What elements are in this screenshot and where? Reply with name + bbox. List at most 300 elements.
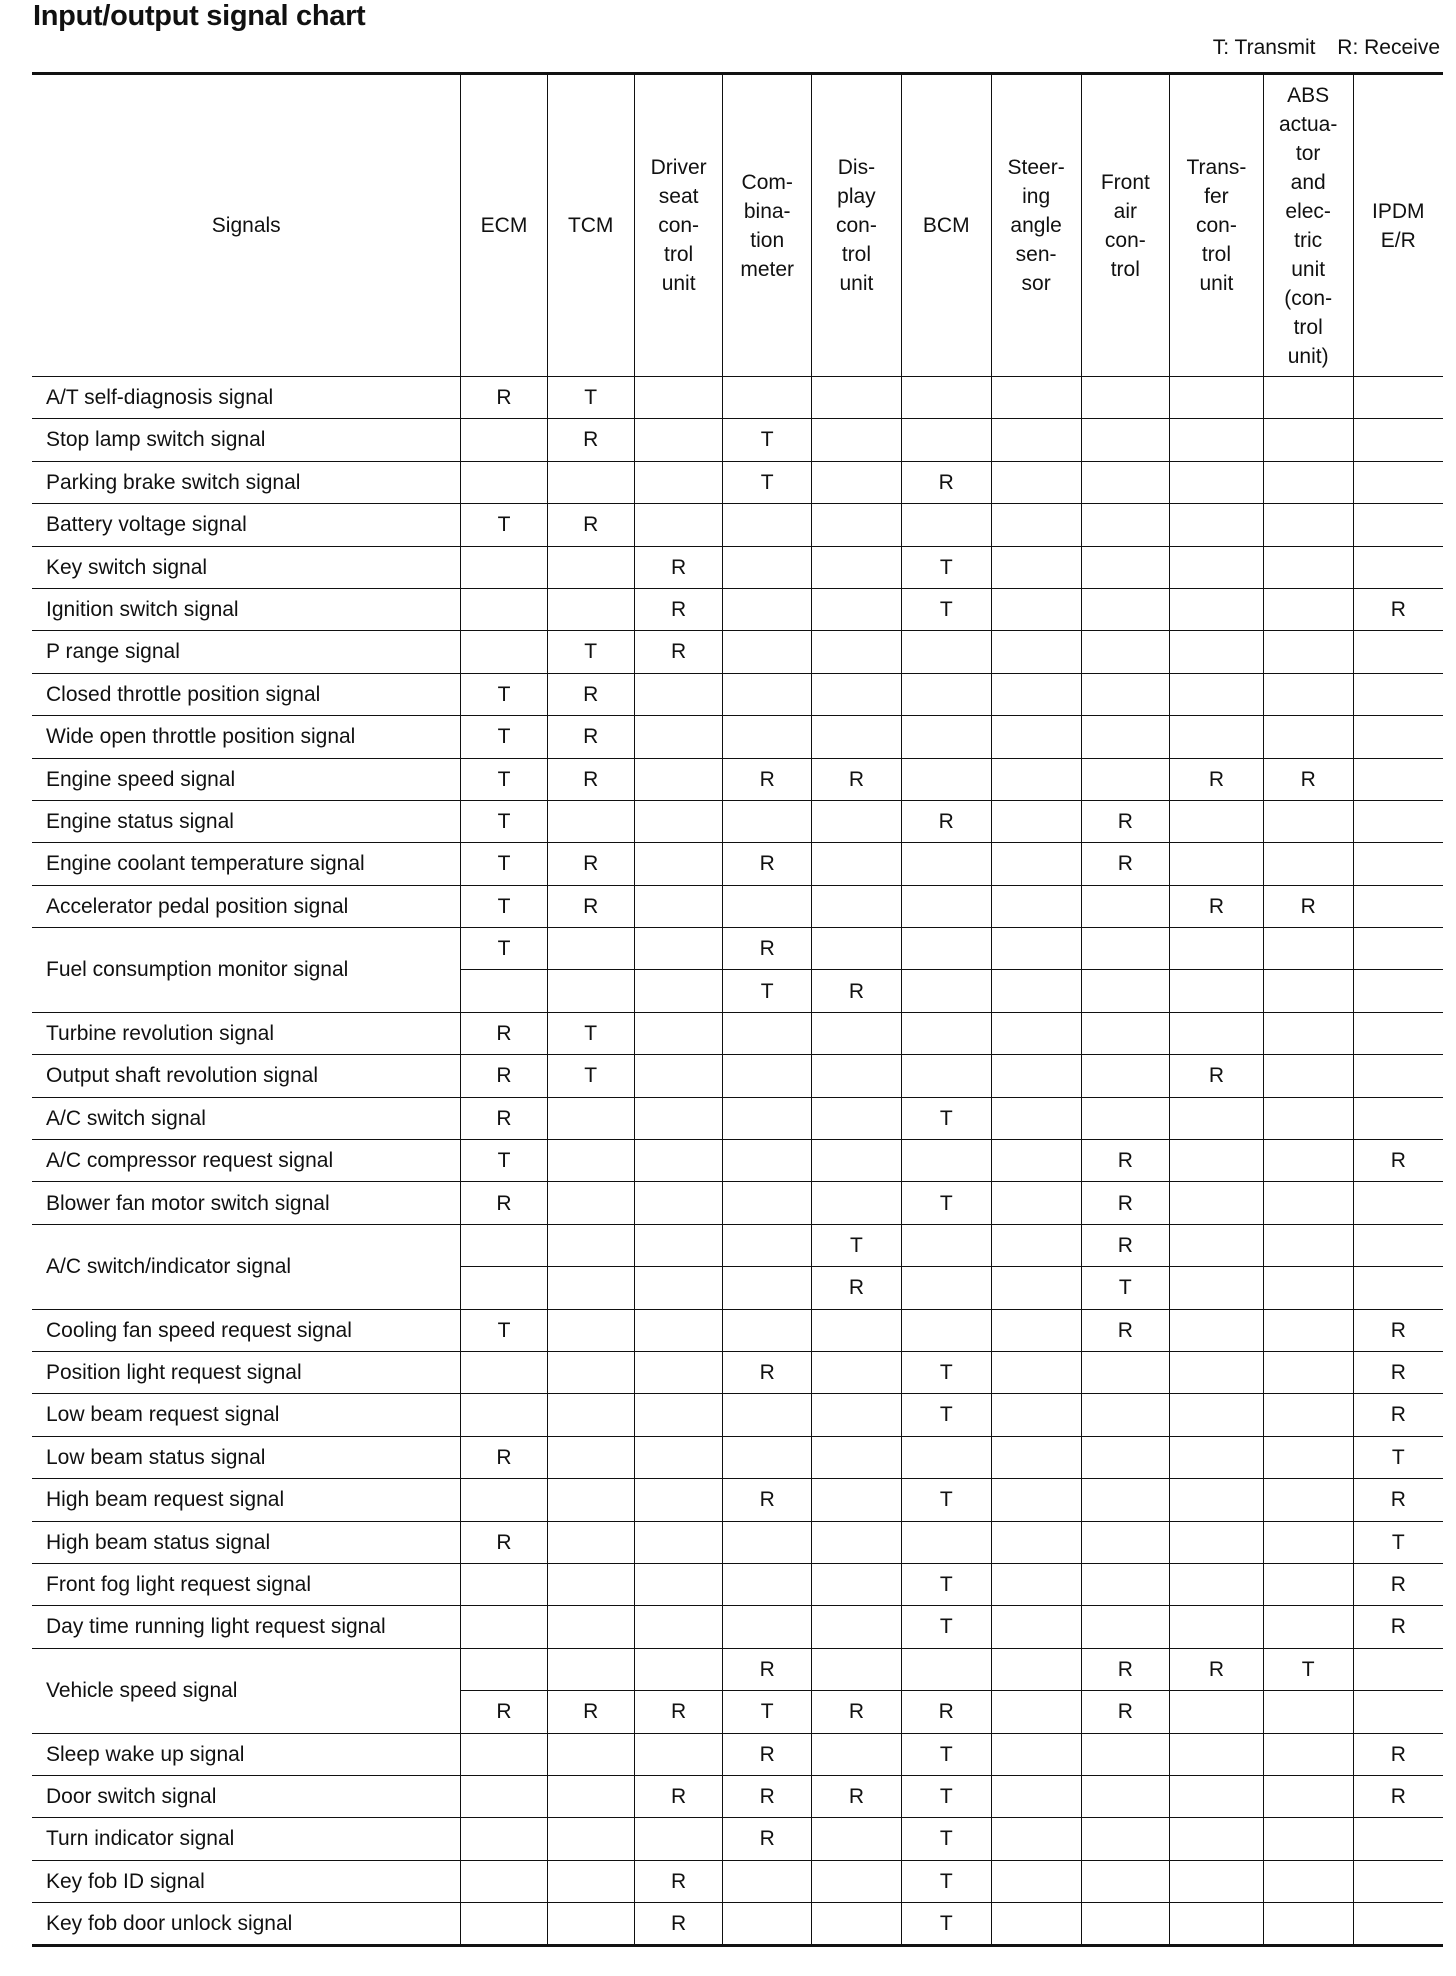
cell-transfer: [1170, 588, 1264, 630]
cell-combination-meter: [723, 1012, 812, 1054]
table-row: [32, 800, 1443, 842]
cell-bcm: T: [901, 1860, 991, 1902]
cell-ipdm: R: [1353, 1606, 1443, 1648]
cell-driver-seat: [634, 673, 723, 715]
header-line: unit: [839, 272, 874, 295]
table-row: [32, 673, 1443, 715]
table-row: [32, 1818, 1443, 1860]
cell-combination-meter: [723, 1521, 812, 1563]
cell-ecm: [461, 1351, 547, 1393]
cell-bcm: [901, 1521, 991, 1563]
cell-driver-seat: [634, 1224, 723, 1266]
cell-combination-meter: [723, 1394, 812, 1436]
cell-display-control: R: [812, 758, 902, 800]
cell-display-control: [812, 1012, 902, 1054]
cell-tcm: T: [547, 1055, 634, 1097]
cell-transfer: [1170, 1521, 1264, 1563]
table-row: [32, 1563, 1443, 1605]
header-line: seat: [658, 185, 699, 208]
header-line: (con-: [1284, 286, 1333, 310]
cell-bcm: [901, 885, 991, 927]
header-display-control: [812, 74, 902, 377]
cell-ipdm: [1353, 800, 1443, 842]
cell-steering-angle: [991, 504, 1081, 546]
table-row: [32, 1733, 1443, 1775]
table-row: [32, 1479, 1443, 1521]
table-row: [32, 1055, 1443, 1097]
cell-steering-angle: [991, 1097, 1081, 1139]
header-line: elec-: [1285, 199, 1331, 223]
cell-driver-seat: [634, 1055, 723, 1097]
cell-driver-seat: [634, 419, 723, 461]
cell-transfer: [1170, 1903, 1264, 1946]
header-line: unit: [1291, 257, 1326, 281]
cell-steering-angle: [991, 1182, 1081, 1224]
cell-combination-meter: [723, 1097, 812, 1139]
cell-tcm: R: [547, 758, 634, 800]
cell-ecm: [461, 1648, 547, 1690]
cell-bcm: T: [901, 1775, 991, 1817]
table-row: [32, 461, 1443, 503]
cell-transfer: [1170, 843, 1264, 885]
cell-driver-seat: R: [634, 546, 723, 588]
header-line: con-: [658, 214, 700, 237]
cell-driver-seat: [634, 1733, 723, 1775]
cell-transfer: [1170, 1140, 1264, 1182]
cell-steering-angle: [991, 461, 1081, 503]
cell-combination-meter: [723, 588, 812, 630]
cell-transfer: R: [1170, 885, 1264, 927]
cell-bcm: T: [901, 1394, 991, 1436]
cell-tcm: [547, 1182, 634, 1224]
cell-combination-meter: R: [723, 928, 812, 970]
cell-ipdm: T: [1353, 1521, 1443, 1563]
cell-steering-angle: [991, 1224, 1081, 1266]
cell-display-control: [812, 1055, 902, 1097]
cell-front-air: [1081, 1055, 1170, 1097]
cell-display-control: [812, 1606, 902, 1648]
cell-ecm: [461, 1394, 547, 1436]
signal-name: A/T self-diagnosis signal: [32, 377, 461, 419]
cell-bcm: [901, 1140, 991, 1182]
cell-tcm: R: [547, 673, 634, 715]
cell-bcm: T: [901, 1903, 991, 1946]
cell-ipdm: R: [1353, 1563, 1443, 1605]
header-line: unit: [661, 272, 696, 295]
header-line: play: [837, 185, 876, 208]
cell-bcm: [901, 1309, 991, 1351]
cell-driver-seat: R: [634, 1691, 723, 1733]
cell-front-air: [1081, 1479, 1170, 1521]
cell-driver-seat: [634, 1182, 723, 1224]
cell-ecm: [461, 1267, 547, 1309]
cell-transfer: R: [1170, 1055, 1264, 1097]
cell-front-air: [1081, 1818, 1170, 1860]
header-line: tric: [1294, 228, 1323, 252]
cell-bcm: T: [901, 1563, 991, 1605]
cell-ecm: R: [461, 1055, 547, 1097]
cell-transfer: [1170, 1691, 1264, 1733]
cell-front-air: [1081, 588, 1170, 630]
cell-ipdm: [1353, 1648, 1443, 1690]
cell-tcm: T: [547, 631, 634, 673]
cell-transfer: [1170, 1097, 1264, 1139]
signal-name: High beam status signal: [32, 1521, 461, 1563]
cell-ipdm: [1353, 970, 1443, 1012]
cell-abs: [1263, 1436, 1353, 1478]
signal-name: Sleep wake up signal: [32, 1733, 461, 1775]
cell-ipdm: [1353, 1055, 1443, 1097]
header-line: trol: [1201, 243, 1232, 266]
cell-ipdm: R: [1353, 1479, 1443, 1521]
cell-combination-meter: [723, 1436, 812, 1478]
header-transfer: [1170, 74, 1264, 377]
cell-display-control: [812, 885, 902, 927]
cell-display-control: [812, 1648, 902, 1690]
cell-driver-seat: R: [634, 631, 723, 673]
table-row: [32, 504, 1443, 546]
cell-combination-meter: R: [723, 1733, 812, 1775]
signal-name: Stop lamp switch signal: [32, 419, 461, 461]
cell-front-air: [1081, 1012, 1170, 1054]
cell-combination-meter: R: [723, 1775, 812, 1817]
cell-steering-angle: [991, 1775, 1081, 1817]
cell-front-air: [1081, 970, 1170, 1012]
cell-driver-seat: [634, 1097, 723, 1139]
cell-display-control: [812, 673, 902, 715]
cell-tcm: [547, 1097, 634, 1139]
cell-tcm: [547, 970, 634, 1012]
cell-transfer: [1170, 673, 1264, 715]
cell-front-air: [1081, 1351, 1170, 1393]
header-line: and: [1290, 170, 1326, 194]
cell-combination-meter: [723, 1182, 812, 1224]
cell-combination-meter: T: [723, 1691, 812, 1733]
cell-ipdm: [1353, 673, 1443, 715]
table-row: [32, 377, 1443, 419]
cell-combination-meter: [723, 377, 812, 419]
header-front-air: [1081, 74, 1170, 377]
cell-transfer: [1170, 1479, 1264, 1521]
cell-driver-seat: [634, 716, 723, 758]
header-line: trol: [1293, 315, 1323, 339]
signal-name: Day time running light request signal: [32, 1606, 461, 1648]
cell-bcm: [901, 1055, 991, 1097]
cell-combination-meter: R: [723, 1479, 812, 1521]
cell-tcm: [547, 1775, 634, 1817]
cell-transfer: [1170, 631, 1264, 673]
cell-front-air: [1081, 1860, 1170, 1902]
cell-transfer: [1170, 504, 1264, 546]
cell-driver-seat: [634, 1563, 723, 1605]
cell-ecm: [461, 970, 547, 1012]
cell-combination-meter: [723, 504, 812, 546]
signal-table: [32, 72, 1443, 1947]
cell-steering-angle: [991, 800, 1081, 842]
cell-transfer: [1170, 1394, 1264, 1436]
cell-abs: [1263, 928, 1353, 970]
cell-tcm: R: [547, 843, 634, 885]
cell-bcm: [901, 631, 991, 673]
table-row: [32, 1309, 1443, 1351]
cell-display-control: T: [812, 1224, 902, 1266]
signal-name: Ignition switch signal: [32, 588, 461, 630]
cell-ipdm: [1353, 461, 1443, 503]
cell-display-control: [812, 419, 902, 461]
table-row: [32, 758, 1443, 800]
cell-ecm: [461, 461, 547, 503]
header-label: [923, 211, 970, 240]
cell-ipdm: [1353, 1224, 1443, 1266]
header-line: Com-: [741, 170, 793, 194]
cell-ecm: [461, 1860, 547, 1902]
cell-front-air: [1081, 1733, 1170, 1775]
header-line: bina-: [743, 199, 791, 223]
signal-name: Door switch signal: [32, 1775, 461, 1817]
cell-tcm: R: [547, 885, 634, 927]
cell-ipdm: R: [1353, 1140, 1443, 1182]
cell-tcm: [547, 1436, 634, 1478]
cell-front-air: [1081, 1606, 1170, 1648]
cell-steering-angle: [991, 673, 1081, 715]
cell-front-air: [1081, 758, 1170, 800]
cell-abs: [1263, 970, 1353, 1012]
cell-driver-seat: [634, 970, 723, 1012]
cell-transfer: [1170, 1818, 1264, 1860]
cell-ipdm: [1353, 546, 1443, 588]
signal-name: Key fob door unlock signal: [32, 1903, 461, 1946]
cell-abs: [1263, 1182, 1353, 1224]
cell-ipdm: [1353, 885, 1443, 927]
cell-ecm: T: [461, 843, 547, 885]
cell-transfer: [1170, 546, 1264, 588]
cell-bcm: T: [901, 1733, 991, 1775]
cell-ecm: [461, 1818, 547, 1860]
cell-display-control: R: [812, 1267, 902, 1309]
cell-abs: [1263, 673, 1353, 715]
cell-ecm: [461, 419, 547, 461]
cell-front-air: R: [1081, 800, 1170, 842]
cell-display-control: [812, 928, 902, 970]
header-label: [836, 153, 877, 298]
header-line: trol: [841, 243, 871, 266]
cell-abs: [1263, 1563, 1353, 1605]
cell-tcm: [547, 1309, 634, 1351]
cell-steering-angle: [991, 1012, 1081, 1054]
cell-steering-angle: [991, 758, 1081, 800]
header-label: [1186, 153, 1246, 298]
cell-abs: [1263, 1309, 1353, 1351]
signal-name: Vehicle speed signal: [32, 1648, 461, 1733]
cell-tcm: [547, 1606, 634, 1648]
cell-bcm: T: [901, 546, 991, 588]
cell-front-air: R: [1081, 843, 1170, 885]
cell-display-control: [812, 843, 902, 885]
header-line: E/R: [1380, 228, 1416, 252]
signal-name: Position light request signal: [32, 1351, 461, 1393]
cell-tcm: [547, 1733, 634, 1775]
cell-front-air: [1081, 1394, 1170, 1436]
cell-combination-meter: R: [723, 843, 812, 885]
header-row: [32, 74, 1443, 377]
cell-driver-seat: [634, 1436, 723, 1478]
cell-steering-angle: [991, 1479, 1081, 1521]
cell-bcm: [901, 1224, 991, 1266]
header-line: tion: [750, 228, 785, 252]
cell-front-air: [1081, 885, 1170, 927]
header-line: tor: [1295, 141, 1321, 165]
cell-abs: R: [1263, 885, 1353, 927]
header-line: sen-: [1015, 243, 1057, 266]
cell-display-control: [812, 631, 902, 673]
cell-display-control: [812, 1860, 902, 1902]
signal-name: Closed throttle position signal: [32, 673, 461, 715]
cell-ecm: R: [461, 1182, 547, 1224]
cell-ecm: R: [461, 1012, 547, 1054]
cell-bcm: T: [901, 588, 991, 630]
cell-front-air: [1081, 716, 1170, 758]
cell-driver-seat: [634, 377, 723, 419]
cell-abs: [1263, 843, 1353, 885]
header-line: ing: [1022, 185, 1051, 208]
header-line: con-: [1104, 228, 1146, 252]
cell-display-control: [812, 716, 902, 758]
cell-steering-angle: [991, 716, 1081, 758]
cell-ipdm: [1353, 377, 1443, 419]
header-label: [212, 211, 281, 240]
cell-abs: [1263, 377, 1353, 419]
header-label: [740, 168, 794, 284]
cell-ipdm: R: [1353, 1733, 1443, 1775]
cell-tcm: [547, 1140, 634, 1182]
cell-front-air: [1081, 546, 1170, 588]
cell-driver-seat: [634, 843, 723, 885]
table-row: [32, 1224, 1443, 1266]
cell-transfer: [1170, 461, 1264, 503]
cell-ecm: [461, 1224, 547, 1266]
cell-tcm: [547, 1903, 634, 1946]
cell-ecm: T: [461, 1140, 547, 1182]
cell-bcm: T: [901, 1182, 991, 1224]
cell-ipdm: [1353, 1012, 1443, 1054]
cell-steering-angle: [991, 377, 1081, 419]
cell-transfer: [1170, 1224, 1264, 1266]
cell-bcm: [901, 377, 991, 419]
header-line: Steer-: [1007, 156, 1065, 179]
table-row: [32, 546, 1443, 588]
cell-tcm: T: [547, 377, 634, 419]
cell-ipdm: [1353, 419, 1443, 461]
table-row: [32, 1394, 1443, 1436]
cell-transfer: [1170, 1733, 1264, 1775]
cell-tcm: [547, 800, 634, 842]
cell-abs: [1263, 1903, 1353, 1946]
cell-bcm: [901, 928, 991, 970]
cell-steering-angle: [991, 1860, 1081, 1902]
cell-bcm: T: [901, 1097, 991, 1139]
cell-steering-angle: [991, 928, 1081, 970]
signal-name: Cooling fan speed request signal: [32, 1309, 461, 1351]
cell-abs: [1263, 1097, 1353, 1139]
header-line: unit): [1287, 344, 1329, 368]
cell-display-control: [812, 1521, 902, 1563]
header-label: [1279, 81, 1337, 371]
cell-ecm: R: [461, 1521, 547, 1563]
cell-display-control: [812, 1818, 902, 1860]
header-abs: [1263, 74, 1353, 377]
cell-ipdm: [1353, 716, 1443, 758]
cell-front-air: [1081, 673, 1170, 715]
cell-steering-angle: [991, 1140, 1081, 1182]
header-line: unit: [1199, 272, 1234, 295]
legend: [1213, 36, 1440, 60]
cell-ipdm: [1353, 1818, 1443, 1860]
cell-driver-seat: [634, 504, 723, 546]
cell-front-air: [1081, 377, 1170, 419]
cell-ecm: [461, 1903, 547, 1946]
header-label: [1101, 168, 1150, 284]
cell-transfer: [1170, 1309, 1264, 1351]
cell-transfer: [1170, 800, 1264, 842]
cell-driver-seat: [634, 1479, 723, 1521]
table-row: [32, 1521, 1443, 1563]
cell-combination-meter: [723, 1224, 812, 1266]
cell-abs: [1263, 504, 1353, 546]
cell-bcm: [901, 1436, 991, 1478]
cell-abs: [1263, 1055, 1353, 1097]
signal-name: Key switch signal: [32, 546, 461, 588]
cell-combination-meter: [723, 1860, 812, 1902]
cell-transfer: [1170, 1182, 1264, 1224]
cell-driver-seat: [634, 1606, 723, 1648]
cell-abs: T: [1263, 1648, 1353, 1690]
cell-combination-meter: [723, 1055, 812, 1097]
table-row: [32, 588, 1443, 630]
cell-combination-meter: T: [723, 461, 812, 503]
cell-display-control: [812, 546, 902, 588]
cell-driver-seat: [634, 1521, 723, 1563]
cell-tcm: [547, 1394, 634, 1436]
cell-bcm: R: [901, 461, 991, 503]
cell-bcm: [901, 504, 991, 546]
header-driver-seat: [634, 74, 723, 377]
cell-abs: [1263, 1521, 1353, 1563]
signal-name: Low beam request signal: [32, 1394, 461, 1436]
header-line: meter: [740, 257, 795, 281]
cell-ecm: [461, 1733, 547, 1775]
header-line: actua-: [1278, 112, 1338, 136]
table-row: [32, 1012, 1443, 1054]
cell-steering-angle: [991, 631, 1081, 673]
cell-transfer: [1170, 1351, 1264, 1393]
signal-name: High beam request signal: [32, 1479, 461, 1521]
header-line: ABS: [1287, 83, 1330, 107]
cell-front-air: R: [1081, 1309, 1170, 1351]
cell-combination-meter: [723, 1309, 812, 1351]
header-line: trol: [1110, 257, 1140, 281]
signal-name: Engine coolant temperature signal: [32, 843, 461, 885]
cell-abs: [1263, 631, 1353, 673]
header-line: ECM: [480, 214, 528, 237]
cell-bcm: [901, 716, 991, 758]
cell-display-control: [812, 1309, 902, 1351]
cell-transfer: [1170, 928, 1264, 970]
cell-ecm: R: [461, 1097, 547, 1139]
header-line: Signals: [211, 214, 281, 237]
signal-name: Engine speed signal: [32, 758, 461, 800]
cell-display-control: [812, 1436, 902, 1478]
legend-receive: R: Receive: [1337, 36, 1440, 59]
